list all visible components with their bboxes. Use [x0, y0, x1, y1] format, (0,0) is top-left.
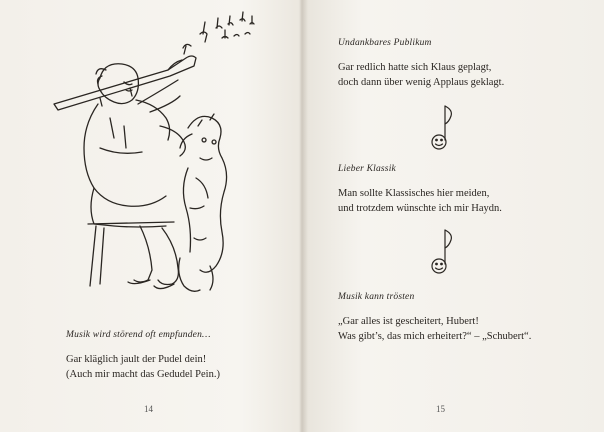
poem-title: Undankbares Publikum	[338, 38, 432, 48]
verse-line: Gar kläglich jault der Pudel dein!	[66, 354, 207, 365]
verse-line: Was gibt’s, das mich erheitert?“ – „Schubert“.	[338, 331, 532, 342]
verse-line: doch dann über wenig Applaus geklagt.	[338, 77, 505, 88]
page-number-right: 15	[436, 404, 445, 414]
verse-line: und trotzdem wünschte ich mir Haydn.	[338, 203, 502, 214]
left-verse	[66, 352, 220, 382]
left-page	[0, 0, 300, 432]
poem-verse	[338, 60, 504, 90]
poem-title: Musik kann trösten	[338, 292, 415, 302]
flying-notes-icon	[183, 12, 254, 54]
verse-line: (Auch mir macht das Gedudel Pein.)	[66, 369, 220, 380]
smiley-note-icon	[428, 104, 454, 154]
poem-title: Lieber Klassik	[338, 164, 396, 174]
smiley-note-icon	[428, 228, 454, 278]
right-page	[304, 0, 604, 432]
verse-line: Man sollte Klassisches hier meiden,	[338, 188, 490, 199]
page-number-left: 14	[144, 404, 153, 414]
poem-verse	[338, 314, 531, 344]
left-caption: Musik wird störend oft empfunden…	[66, 330, 211, 340]
trombonist-and-dog-illustration	[40, 8, 270, 318]
poem-verse	[338, 186, 502, 216]
verse-line: Gar redlich hatte sich Klaus geplagt,	[338, 62, 492, 73]
verse-line: „Gar alles ist gescheitert, Hubert!	[338, 316, 479, 327]
